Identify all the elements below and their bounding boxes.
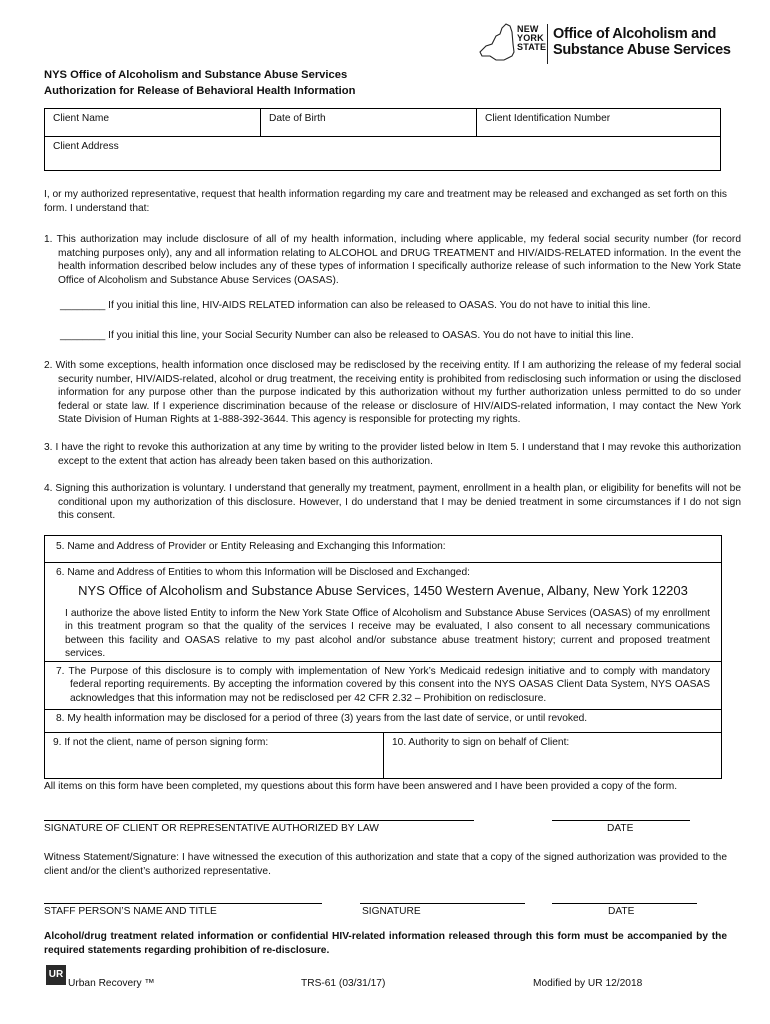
client-name-field[interactable] — [45, 109, 261, 137]
item-9-label: 9. If not the client, name of person signing form: — [53, 737, 269, 748]
witness-signature-line[interactable] — [360, 903, 525, 904]
logo-agency-name — [553, 26, 731, 58]
client-signature-line[interactable] — [44, 820, 474, 821]
witness-signature-label: SIGNATURE — [362, 906, 421, 917]
initial-hiv-line[interactable]: ________ If you initial this line, HIV-AIDS RELATED information can also be released to OASAS. You do not have to initial this line. — [60, 300, 651, 311]
logo-state-line: NEW — [517, 24, 539, 34]
form-title — [44, 67, 355, 99]
witness-date-label: DATE — [608, 906, 635, 917]
client-info-table — [44, 108, 721, 171]
staff-name-line[interactable] — [44, 903, 322, 904]
item-6-label: 6. Name and Address of Entities to whom this Information will be Disclosed and Exchanged: — [56, 567, 470, 578]
initial-ssn-line[interactable]: ________ If you initial this line, your Social Security Number can also be released to OASAS. You do not have to initial this line. — [60, 330, 634, 341]
box-divider — [45, 709, 721, 710]
form-subtitle-line: Authorization for Release of Behavioral Health Information — [44, 85, 356, 97]
item-2-paragraph: 2. With some exceptions, health information once disclosed may be redisclosed by the receiving entity. If I am authorizing the release of my federal social security number, HIV/AIDS-related, alcohol or drug treatment, the receiving entity is prohibited from redisclosing such information or using the disclosed information for any purpose other than the purpose indicated by this authorization without my further authorization unless permitted to do so under federal or state law. If I experience discrimination because of the release or disclosure of HIV/AIDS-related information, I may contact the New York State Division of Human Rights at 1-888-392-3644. This agency is responsible for protecting my rights. — [44, 360, 741, 426]
logo-divider — [547, 24, 548, 64]
client-signature-label: SIGNATURE OF CLIENT OR REPRESENTATIVE AUTHORIZED BY LAW — [44, 823, 379, 834]
client-name-label: Client Name — [53, 113, 110, 124]
witness-date-line[interactable] — [552, 903, 697, 904]
form-title-line: NYS Office of Alcoholism and Substance Abuse Services — [44, 69, 348, 81]
logo-agency-line: Office of Alcoholism and — [553, 26, 717, 42]
client-id-field[interactable] — [477, 109, 721, 137]
item-10-label: 10. Authority to sign on behalf of Client: — [392, 737, 570, 748]
staff-name-label: STAFF PERSON’S NAME AND TITLE — [44, 906, 217, 917]
item-5-label: 5. Name and Address of Provider or Entity Releasing and Exchanging this Information: — [56, 541, 446, 552]
item-7-text: 7. The Purpose of this disclosure is to comply with implementation of New York’s Medicaid redesign initiative and to comply with mandatory federal reporting requirements. By accepting the information covered by this consent into the NYS OASAS Client Data System, NYS OASAS acknowledges that this information may not be redisclosed per 42 CFR 2.32 – Prohibition on redisclosure. — [56, 666, 710, 704]
redisclosure-notice: Alcohol/drug treatment related information or confidential HIV-related information released through this form must be accompanied by the required statements regarding prohibition of re-disclosure. — [44, 931, 727, 956]
client-address-field[interactable] — [45, 137, 721, 171]
urban-recovery-logo: UR — [46, 965, 66, 985]
item-4-paragraph: 4. Signing this authorization is voluntary. I understand that generally my treatment, payment, enrollment in a health plan, or eligibility for benefits will not be conditional upon my authorization of this disclosure. However, I do understand that I may be denied treatment in some circumstances if I do not sign this consent. — [44, 483, 741, 522]
footer-modified: Modified by UR 12/2018 — [533, 978, 643, 989]
item-1-paragraph: 1. This authorization may include disclosure of all of my health information, including where applicable, my federal social security number (for record matching purposes only), any and all information relating to ALCOHOL and DRUG TREATMENT and HIV/AIDS-RELATED information. In the event the health information described below includes any of these types of information I specifically authorize release of such information to the New York State Office of Alcoholism and Substance Abuse Services (OASAS). — [44, 234, 741, 286]
client-date-line[interactable] — [552, 820, 690, 821]
item-6-entity: NYS Office of Alcoholism and Substance Abuse Services, 1450 Western Avenue, Albany, New York 12203 — [78, 583, 688, 598]
new-york-state-map-icon — [478, 22, 516, 66]
item-9-field[interactable] — [45, 732, 384, 778]
client-date-label: DATE — [607, 823, 634, 834]
completed-statement: All items on this form have been completed, my questions about this form have been answered and I have been provided a copy of the form. — [44, 781, 678, 792]
date-of-birth-label: Date of Birth — [269, 113, 326, 124]
client-id-label: Client Identification Number — [485, 113, 611, 124]
intro-paragraph: I, or my authorized representative, request that health information regarding my care and treatment may be released and exchanged as set forth on this form. I understand that: — [44, 189, 727, 214]
logo-state-line: YORK — [517, 33, 544, 43]
client-address-label: Client Address — [53, 141, 119, 152]
footer-form-number: TRS-61 (03/31/17) — [301, 978, 386, 989]
witness-statement: Witness Statement/Signature: I have witnessed the execution of this authorization and state that a copy of the signed authorization was provided to the client and/or the client’s authorized representative. — [44, 852, 727, 877]
box-divider — [45, 661, 721, 662]
disclosure-box — [44, 535, 722, 779]
item-10-field[interactable] — [384, 732, 721, 778]
box-divider — [45, 562, 721, 563]
logo-state-line: STATE — [517, 42, 547, 52]
item-8-text: 8. My health information may be disclosed for a period of three (3) years from the last date of service, or until revoked. — [56, 713, 588, 724]
item-3-paragraph: 3. I have the right to revoke this authorization at any time by writing to the provider listed below in Item 5. I understand that I may revoke this authorization except to the extent that action has already been taken based on this authorization. — [44, 442, 741, 467]
logo-agency-line: Substance Abuse Services — [553, 42, 731, 58]
footer-brand: Urban Recovery ™ — [68, 978, 155, 989]
item-6-text: I authorize the above listed Entity to inform the New York State Office of Alcoholism and Substance Abuse Services (OASAS) of my enrollment in this treatment program so that the quality of the services I receive may be evaluated, I also consent to all necessary communications between this facility and OASAS relative to my past alcohol and/or substance abuse treatment history; current and proposed treatment services. — [65, 608, 710, 660]
date-of-birth-field[interactable] — [261, 109, 477, 137]
logo-state-wordmark — [517, 25, 546, 52]
